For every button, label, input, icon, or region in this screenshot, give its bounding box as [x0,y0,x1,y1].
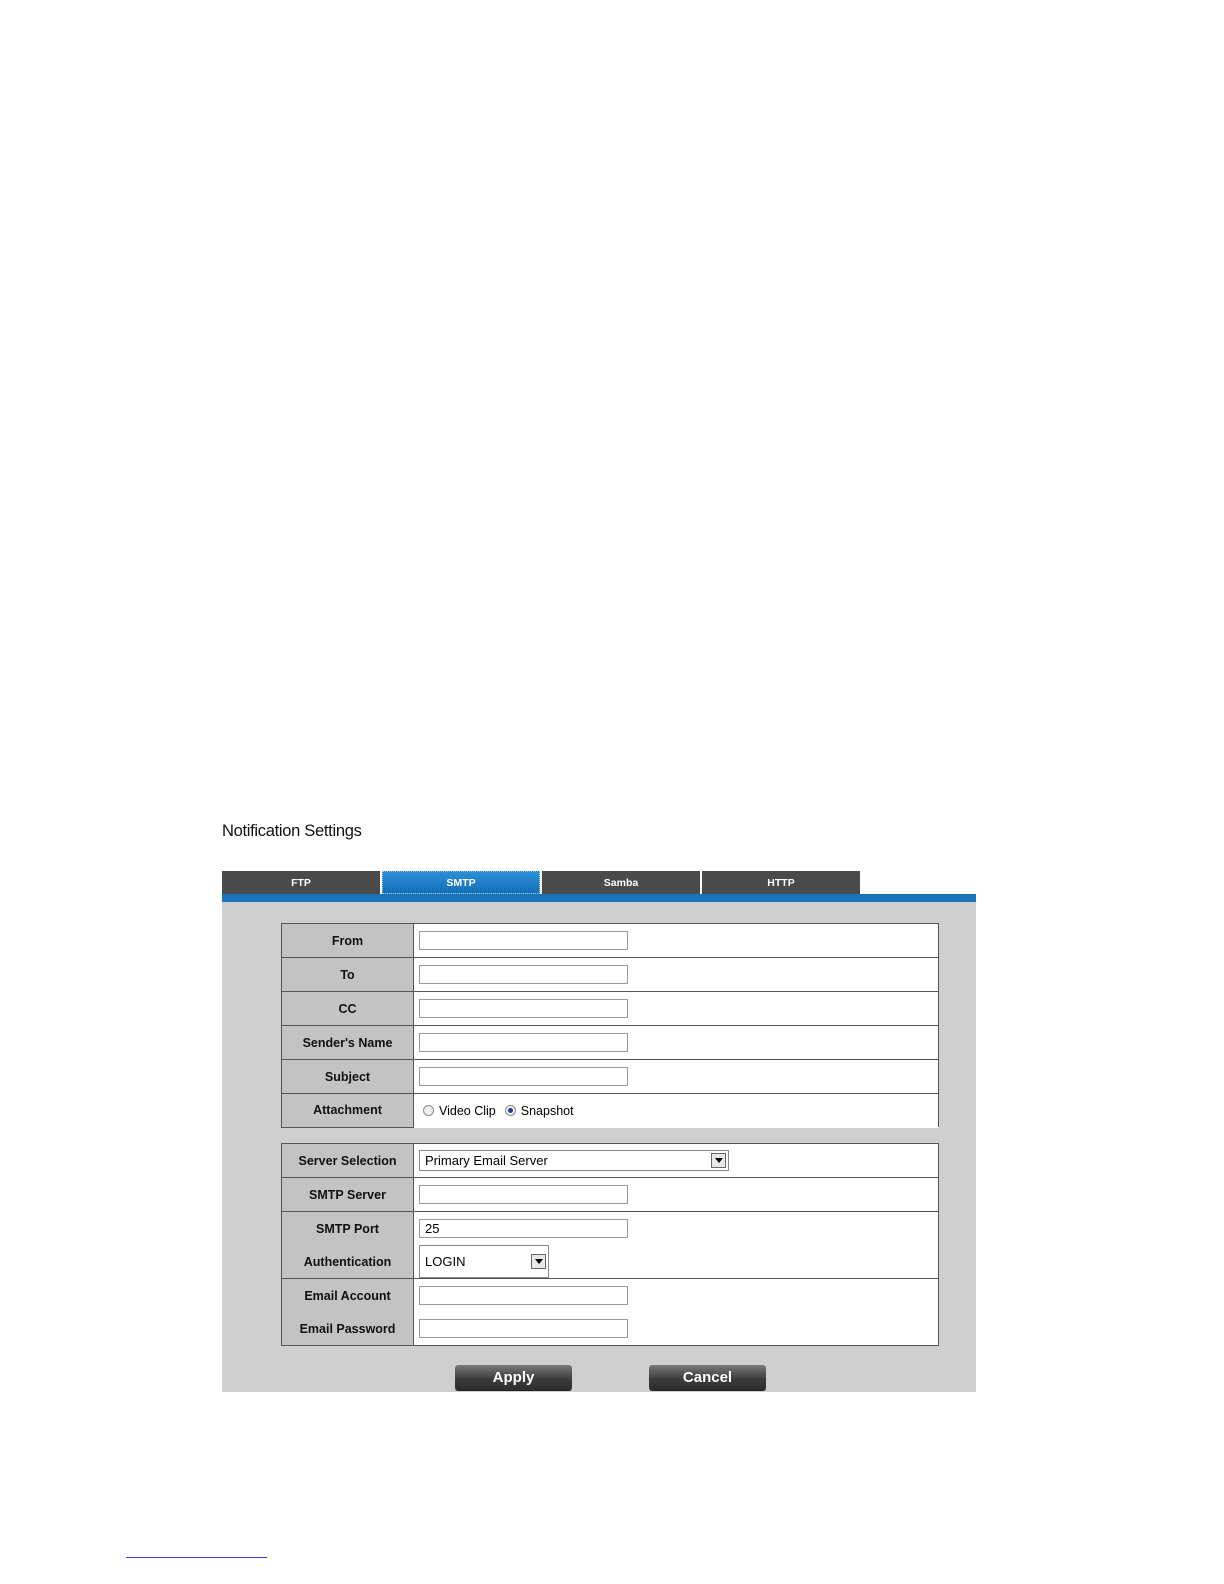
cc-label: CC [282,992,414,1026]
sender-name-input[interactable] [419,1033,628,1052]
email-password-input[interactable] [419,1319,628,1338]
authentication-select[interactable] [419,1245,549,1278]
from-label: From [282,924,414,958]
from-input[interactable] [419,931,628,950]
tab-underline [222,894,976,902]
tab-samba[interactable]: Samba [542,871,700,894]
email-password-label: Email Password [299,1321,396,1336]
video-clip-label: Video Clip [439,1103,496,1118]
authentication-label: Authentication [303,1254,392,1269]
sender-name-label: Sender's Name [282,1026,414,1060]
chevron-down-icon[interactable] [531,1254,546,1269]
server-selection-label: Server Selection [282,1144,414,1178]
cancel-button[interactable]: Cancel [649,1365,766,1390]
server-fields-table [281,1143,939,1346]
authentication-value: LOGIN [425,1254,466,1269]
smtp-port-input[interactable] [419,1219,628,1238]
smtp-port-label: SMTP Port [316,1221,379,1236]
email-account-input[interactable] [419,1286,628,1305]
smtp-server-input[interactable] [419,1185,628,1204]
to-input[interactable] [419,965,628,984]
cc-input[interactable] [419,999,628,1018]
subject-input[interactable] [419,1067,628,1086]
email-fields-table [281,923,939,1128]
tab-http[interactable]: HTTP [702,871,860,894]
video-clip-radio[interactable] [423,1105,434,1116]
email-account-label: Email Account [304,1288,391,1303]
tab-ftp[interactable]: FTP [222,871,380,894]
tab-bar [222,871,862,894]
snapshot-radio[interactable] [505,1105,516,1116]
smtp-server-label: SMTP Server [282,1178,414,1212]
subject-label: Subject [282,1060,414,1094]
attachment-label: Attachment [282,1094,414,1128]
footnote-divider [126,1557,267,1558]
attachment-radio-group [419,1104,938,1118]
tab-smtp[interactable]: SMTP [382,871,540,894]
apply-button[interactable]: Apply [455,1365,572,1390]
to-label: To [282,958,414,992]
snapshot-label: Snapshot [520,1103,574,1118]
server-selection-select[interactable] [419,1150,729,1171]
chevron-down-icon[interactable] [711,1153,726,1168]
page-title: Notification Settings [222,822,362,840]
server-selection-value: Primary Email Server [425,1153,548,1168]
